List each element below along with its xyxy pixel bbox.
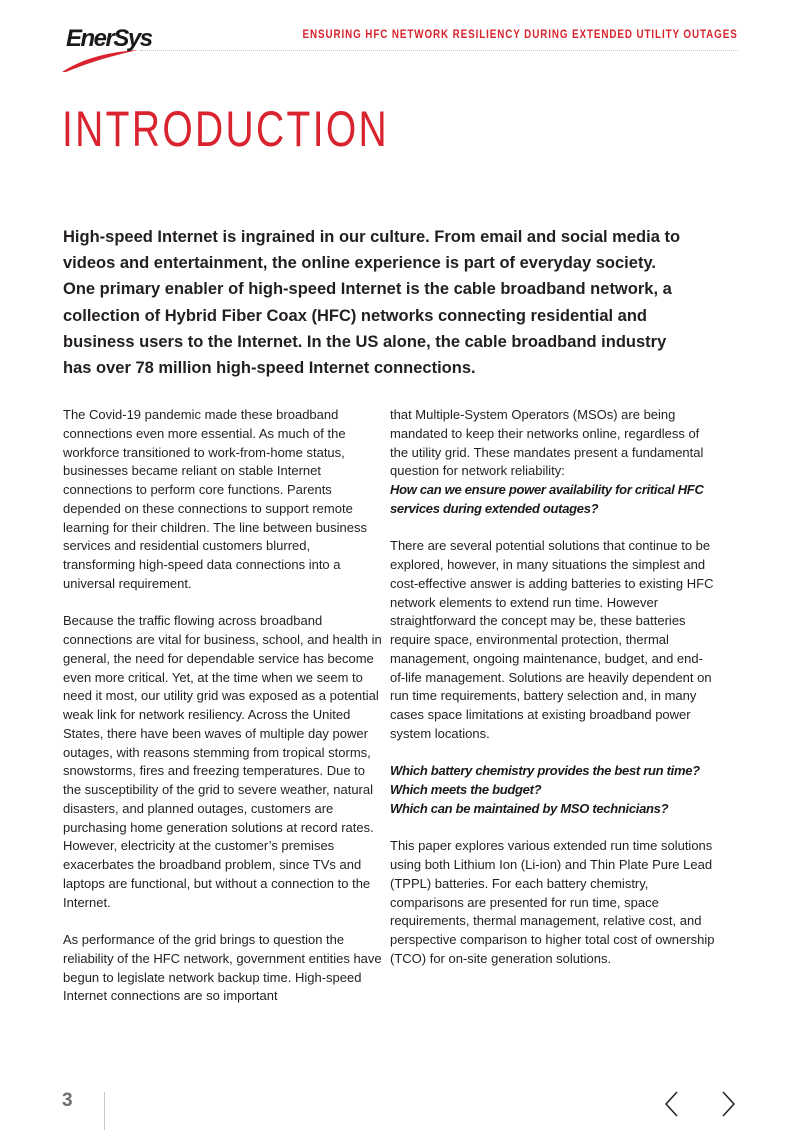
body-text: that Multiple-System Operators (MSOs) are being mandated to keep their networks online, regardless of the utility grid. These mandates present a fundamental question for network reliability: xyxy=(390,407,704,479)
questions-block xyxy=(390,762,715,818)
body-paragraph: The Covid-19 pandemic made these broadband connections even more essential. As much of the workforce transitioned to work-from-home status, businesses became reliant on stable Internet connections to perform core functions. Parents depended on these connections to support remote learning for their children. The line between business services and residential customers blurred, transforming high-speed data connections into a universal requirement. xyxy=(63,407,367,591)
body-paragraph xyxy=(390,406,715,519)
header-divider xyxy=(140,50,738,51)
next-page-button[interactable] xyxy=(716,1090,740,1118)
body-paragraph: As performance of the grid brings to question the reliability of the HFC network, government entities have begun to legislate network backup time. High-speed Internet connections are so important xyxy=(63,932,382,1004)
body-paragraph: Because the traffic flowing across broadband connections are vital for business, school, and health in general, the need for dependable service has become even more critical. Yet, at the time when we seem to need it most, our utility grid was exposed as a potential weak link for network resiliency. Across the United States, there have been waves of multiple day power outages, with reasons stemming from tropical storms, snowstorms, fires and freezing temperatures. Due to the susceptibility of the grid to severe weather, natural disasters, and planned outages, customers are purchasing home generation solutions at record rates. However, electricity at the customer’s premises exacerbates the broadband problem, since TVs and laptops are functional, but without a connection to the Internet. xyxy=(63,613,382,910)
left-column xyxy=(63,406,383,1025)
question-item: Which meets the budget? xyxy=(390,782,542,797)
question-item: Which battery chemistry provides the best run time? xyxy=(390,763,700,779)
right-column xyxy=(390,406,715,987)
question-item: Which can be maintained by MSO technicians? xyxy=(390,800,669,816)
page-title: INTRODUCTION xyxy=(62,101,390,157)
previous-page-button[interactable] xyxy=(660,1090,684,1118)
lead-paragraph: High-speed Internet is ingrained in our culture. From email and social media to videos and entertainment, the online experience is part of everyday society. One primary enabler of high-speed Internet is the cable broadband network, a collection of Hybrid Fiber Coax (HFC) networks connecting residential and business users to the Internet. In the US alone, the cable broadband industry has over 78 million high-speed Internet connections. xyxy=(63,228,681,378)
body-paragraph: This paper explores various extended run time solutions using both Lithium Ion (Li-ion) and Thin Plate Pure Lead (TPPL) batteries. For each battery chemistry, comparisons are presented for run time, space requirements, thermal management, relative cost, and perspective comparison to higher total cost of ownership (TCO) for on-site generation solutions. xyxy=(390,838,715,966)
footer-divider xyxy=(104,1092,105,1130)
header-title: ENSURING HFC NETWORK RESILIENCY DURING EXTENDED UTILITY OUTAGES xyxy=(302,27,738,41)
enersys-logo xyxy=(60,22,152,74)
chevron-right-icon xyxy=(716,1090,740,1118)
body-paragraph: There are several potential solutions that continue to be explored, however, in many situations the simplest and cost-effective answer is adding batteries to existing HFC network elements to extend run time. However straightforward the concept may be, these batteries require space, environmental protection, thermal management, ongoing maintenance, budget, and end-of-life management. Solutions are heavily dependent on run time requirements, battery selection and, in many cases space limitations at existing broadband power system locations. xyxy=(390,538,714,741)
logo-text: EnerSys xyxy=(66,25,152,52)
page-number: 3 xyxy=(62,1090,73,1111)
key-question: How can we ensure power availability for critical HFC services during extended outages? xyxy=(390,482,704,516)
chevron-left-icon xyxy=(660,1090,684,1118)
